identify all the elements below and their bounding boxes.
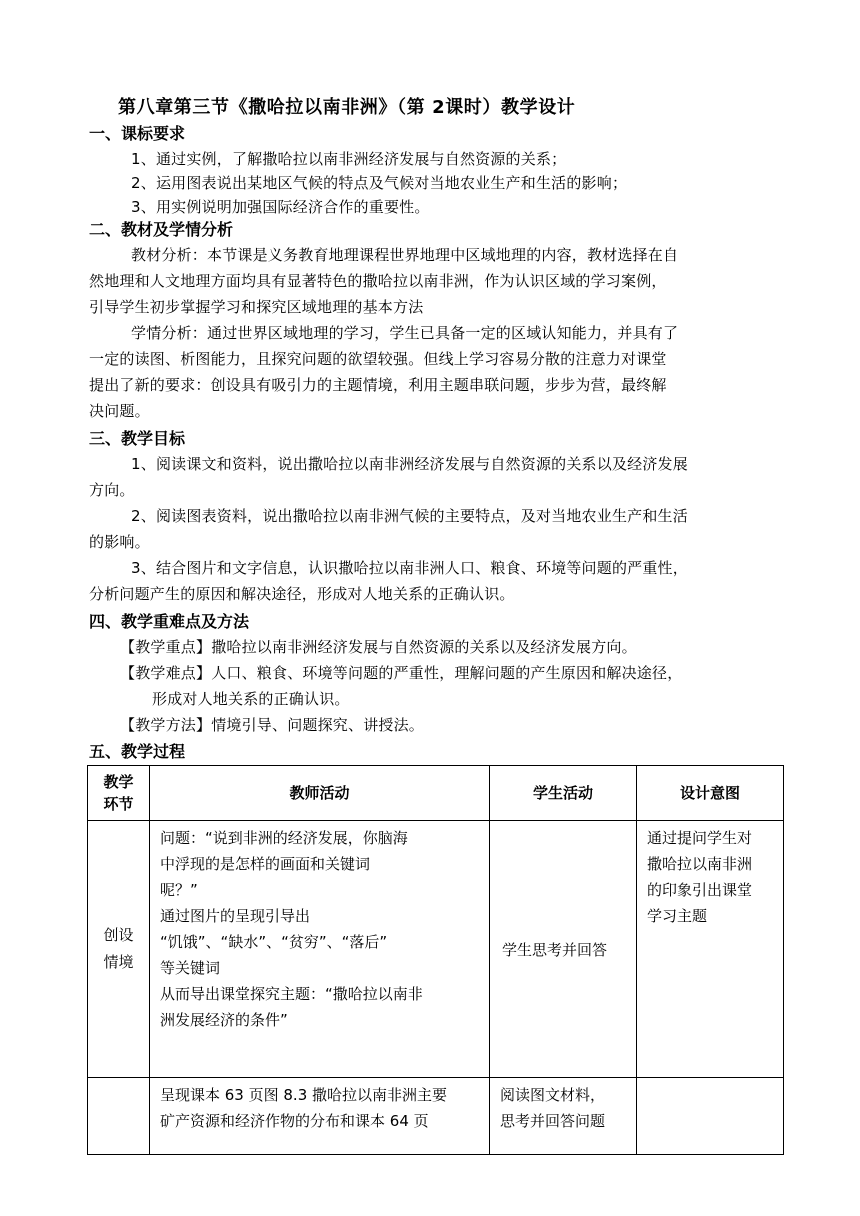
text-line: 【教学方法】情境引导、问题探究、讲授法。 (120, 716, 425, 734)
student-activity-cell: 学生思考并回答 (490, 821, 637, 1078)
table-row (88, 1078, 784, 1155)
cell-line: 呢？” (160, 881, 198, 899)
table-header-row (88, 766, 784, 821)
text-line: 一定的读图、析图能力，且探究问题的欲望较强。但线上学习容易分散的注意力对课堂 (89, 350, 667, 368)
document-title: 第八章第三节《撒哈拉以南非洲》（第 2课时）教学设计 (118, 97, 576, 118)
cell-line: “饥饿”、“缺水”、“贫穷”、“落后” (160, 933, 388, 951)
cell-line: 学习主题 (647, 907, 708, 925)
text-line: 引导学生初步掌握学习和探究区域地理的基本方法 (89, 298, 424, 316)
text-line: 的影响。 (89, 533, 150, 551)
cell-line: 矿产资源和经济作物的分布和课本 64 页 (160, 1112, 429, 1130)
stage-cell (88, 1078, 150, 1155)
text-line: 3、结合图片和文字信息，认识撒哈拉以南非洲人口、粮食、环境等问题的严重性， (131, 559, 688, 577)
cell-line: 从而导出课堂探究主题：“撒哈拉以南非 (160, 985, 423, 1003)
text-line: 【教学重点】撒哈拉以南非洲经济发展与自然资源的关系以及经济发展方向。 (120, 638, 637, 656)
section-heading-4: 四、教学重难点及方法 (89, 612, 250, 631)
cell-line: 通过图片的呈现引导出 (160, 907, 311, 925)
text-line: 方向。 (89, 481, 135, 499)
cell-line: 撒哈拉以南非洲 (647, 855, 753, 873)
header-stage-line: 环节 (103, 795, 134, 813)
text-line: 3、用实例说明加强国际经济合作的重要性。 (131, 198, 430, 216)
cell-line: 阅读图文材料， (500, 1086, 606, 1104)
header-teacher: 教师活动 (150, 766, 490, 821)
text-line: 1、阅读课文和资料，说出撒哈拉以南非洲经济发展与自然资源的关系以及经济发展 (131, 455, 688, 473)
stage-cell (88, 821, 150, 1078)
header-student: 学生活动 (490, 766, 637, 821)
design-intent-cell (637, 1078, 784, 1155)
teacher-activity-cell (150, 1078, 490, 1155)
section-heading-2: 二、教材及学情分析 (89, 220, 234, 239)
design-intent-cell (637, 821, 784, 1078)
section-heading-1: 一、课标要求 (89, 124, 186, 143)
text-line: 2、阅读图表资料，说出撒哈拉以南非洲气候的主要特点，及对当地农业生产和生活 (131, 507, 688, 525)
text-line: 1、通过实例，了解撒哈拉以南非洲经济发展与自然资源的关系； (131, 150, 567, 168)
text-line: 提出了新的要求：创设具有吸引力的主题情境，利用主题串联问题，步步为营，最终解 (89, 376, 667, 394)
header-stage-line: 教学 (103, 773, 134, 791)
table-row (88, 821, 784, 1078)
cell-line: 思考并回答问题 (500, 1112, 606, 1130)
section-heading-5: 五、教学过程 (89, 742, 186, 761)
teaching-process-table (87, 765, 784, 1155)
section-heading-3: 三、教学目标 (89, 429, 186, 448)
text-line: 学情分析：通过世界区域地理的学习，学生已具备一定的区域认知能力，并具有了 (131, 324, 679, 342)
student-activity-cell (490, 1078, 637, 1155)
cell-line: 洲发展经济的条件” (160, 1011, 288, 1029)
cell-line: 呈现课本 63 页图 8.3 撒哈拉以南非洲主要 (160, 1086, 448, 1104)
stage-line: 情境 (103, 953, 134, 971)
text-line: 【教学难点】人口、粮食、环境等问题的严重性，理解问题的产生原因和解决途径， (120, 664, 683, 682)
header-intent: 设计意图 (637, 766, 784, 821)
cell-line: 中浮现的是怎样的画面和关键词 (160, 855, 371, 873)
header-stage (88, 766, 150, 821)
cell-line: 通过提问学生对 (647, 829, 753, 847)
text-line: 分析问题产生的原因和解决途径，形成对人地关系的正确认识。 (89, 585, 515, 603)
cell-line: 问题：“说到非洲的经济发展，你脑海 (160, 829, 408, 847)
text-line: 教材分析：本节课是义务教育地理课程世界地理中区域地理的内容，教材选择在自 (131, 246, 679, 264)
text-line: 然地理和人文地理方面均具有显著特色的撒哈拉以南非洲，作为认识区域的学习案例， (89, 272, 667, 290)
text-line: 决问题。 (89, 402, 150, 420)
cell-line: 等关键词 (160, 959, 221, 977)
cell-line: 的印象引出课堂 (647, 881, 753, 899)
teacher-activity-cell (150, 821, 490, 1078)
stage-line: 创设 (103, 926, 134, 944)
text-line: 形成对人地关系的正确认识。 (152, 690, 350, 708)
text-line: 2、运用图表说出某地区气候的特点及气候对当地农业生产和生活的影响； (131, 174, 628, 192)
